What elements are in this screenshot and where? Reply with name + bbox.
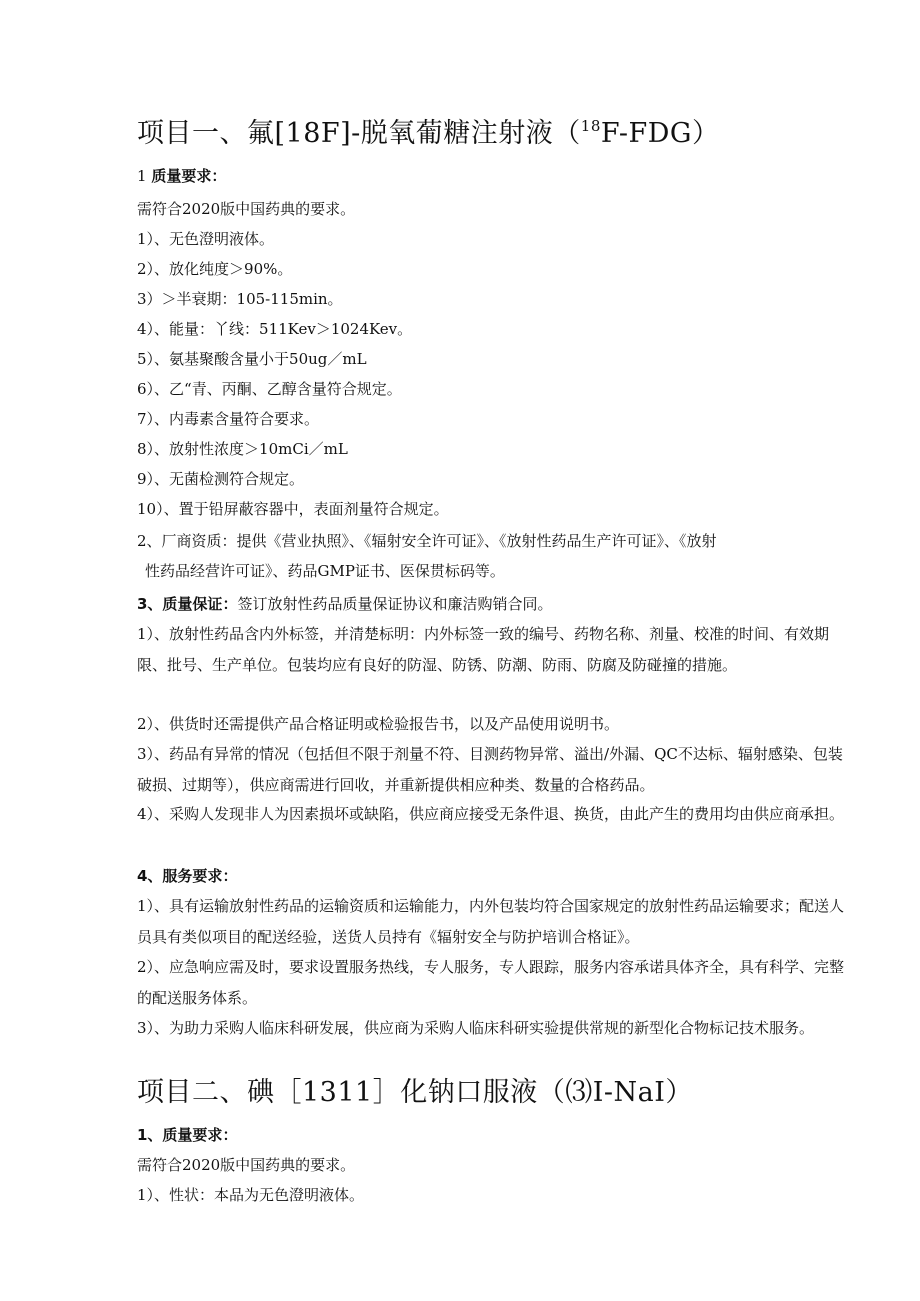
item1-section2-line1: 2、厂商资质：提供《营业执照》、《辐射安全许可证》、《放射性药品生产许可证》、《放射 xyxy=(137,532,717,550)
item1-title-prefix: 项目一、氟[18F]-脱氧葡糖注射液（ xyxy=(137,118,581,149)
item1-quality-7: 7）、内毒素含量符合要求。 xyxy=(137,410,320,428)
item1-quality-1: 1）、无色澄明液体。 xyxy=(137,230,275,248)
item1-service-3: 3）、为助力采购人临床科研发展，供应商为采购人临床科研实验提供常规的新型化合物标记技术服务。 xyxy=(137,1019,815,1037)
item2-section1-heading xyxy=(137,1120,849,1150)
section-number: 1 xyxy=(137,167,152,185)
item1-service-1: 1）、具有运输放射性药品的运输资质和运输能力，内外包装均符合国家规定的放射性药品运输要求；配送人员具有类似项目的配送经验，送货人员持有《辐射安全与防护培训合格证》。 xyxy=(137,897,845,946)
section-label: 4、服务要求： xyxy=(137,867,238,885)
item1-section3-heading xyxy=(137,589,849,619)
item1-guarantee-2: 2）、供货时还需提供产品合格证明或检验报告书，以及产品使用说明书。 xyxy=(137,715,620,733)
item1-quality-4: 4）、能量：丫线：511Kev＞1024Kev。 xyxy=(137,320,413,338)
item1-intro: 需符合2020版中国药典的要求。 xyxy=(137,200,356,218)
item1-quality-3: 3）＞半衰期：105-115min。 xyxy=(137,290,343,308)
item1-guarantee-4: 4）、采购人发现非人为因素损坏或缺陷，供应商应接受无条件退、换货，由此产生的费用均由供应商承担。 xyxy=(137,805,845,823)
item1-section1-heading xyxy=(137,161,849,191)
item1-title-suffix: F-FDG） xyxy=(600,118,720,149)
section-text: 签订放射性药品质量保证协议和廉洁购销合同。 xyxy=(237,595,553,613)
item1-title xyxy=(137,117,719,151)
section-label: 1、质量要求： xyxy=(137,1126,238,1144)
item2-title: 项目二、碘［1311］化钠口服液（⑶I-NaI） xyxy=(137,1077,693,1108)
item1-quality-9: 9）、无菌检测符合规定。 xyxy=(137,470,305,488)
item1-title-sup: 18 xyxy=(580,117,601,135)
item2-intro: 需符合2020版中国药典的要求。 xyxy=(137,1156,356,1174)
item1-service-2: 2）、应急响应需及时，要求设置服务热线，专人服务，专人跟踪，服务内容承诺具体齐全，具有科学、完整的配送服务体系。 xyxy=(137,958,845,1007)
item1-quality-6: 6）、乙“青、丙酮、乙醇含量符合规定。 xyxy=(137,380,402,398)
item1-quality-10: 10）、置于铅屏蔽容器中，表面剂量符合规定。 xyxy=(137,500,449,518)
item1-quality-5: 5）、氨基聚酸含量小于50ug／mL xyxy=(137,350,367,368)
section-label: 3、质量保证： xyxy=(137,595,238,613)
item1-guarantee-3: 3）、药品有异常的情况（包括但不限于剂量不符、目测药物异常、溢出/外漏、QC不达标、辐射感染、包装破损、过期等），供应商需进行回收，并重新提供相应种类、数量的合格药品。 xyxy=(137,745,843,794)
item1-section4-heading xyxy=(137,861,849,891)
section-label: 质量要求： xyxy=(151,167,227,185)
item1-section2-line2: 性药品经营许可证》、药品GMP证书、医保贯标码等。 xyxy=(145,562,505,580)
item1-quality-2: 2）、放化纯度＞90%。 xyxy=(137,260,293,278)
item1-guarantee-1: 1）、放射性药品含内外标签，并清楚标明：内外标签一致的编号、药物名称、剂量、校准的时间、有效期限、批号、生产单位。包装均应有良好的防湿、防锈、防潮、防雨、防腐及防碰撞的措施。 xyxy=(137,625,830,674)
item1-quality-8: 8）、放射性浓度＞10mCi／mL xyxy=(137,440,348,458)
item2-quality-1: 1）、性状：本品为无色澄明液体。 xyxy=(137,1186,365,1204)
